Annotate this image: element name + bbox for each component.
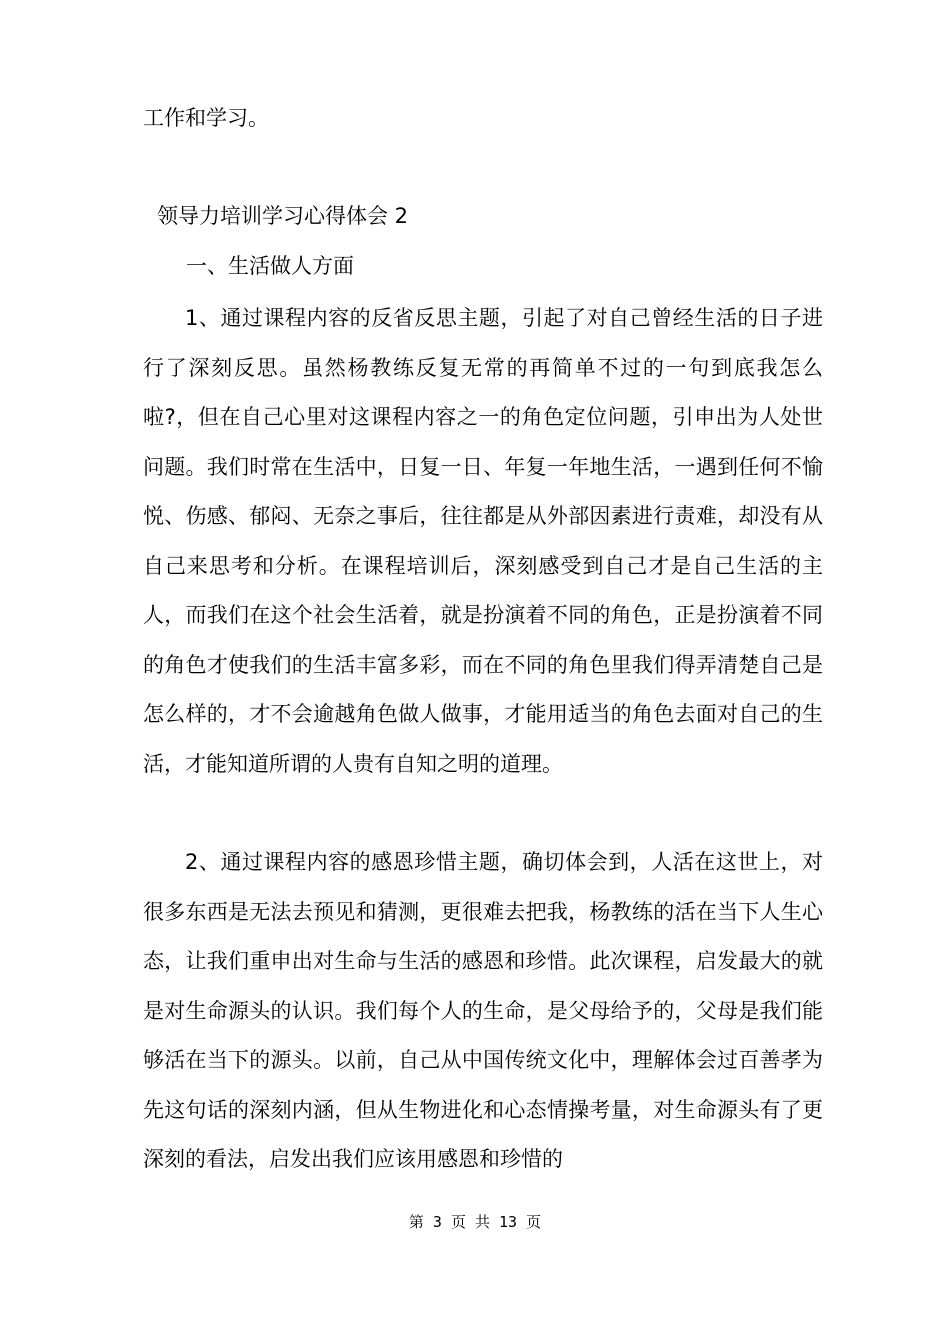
paragraph-2: 2、通过课程内容的感恩珍惜主题，确切体会到，人活在这世上，对很多东西是无法去预见和猜测，更很难去把我，杨教练的活在当下人生心态，让我们重申出对生命与生活的感恩和珍惜。此次课程，启发最大的就是对生命源头的认识。我们每个人的生命，是父母给予的，父母是我们能够活在当下的源头。以前，自己从中国传统文化中，理解体会过百善孝为先这句话的深刻内涵，但从生物进化和心态情操考量，对生命源头有了更深刻的看法，启发出我们应该用感恩和珍惜的 xyxy=(143,850,823,1171)
section-heading: 一、生活做人方面 xyxy=(186,254,354,278)
continued-text: 工作和学习。 xyxy=(143,106,269,130)
page-number-footer: 第 3 页 共 13 页 xyxy=(408,1213,542,1231)
document-title: 领导力培训学习心得体会 2 xyxy=(157,204,409,228)
paragraph-1: 1、通过课程内容的反省反思主题，引起了对自己曾经生活的日子进行了深刻反思。虽然杨教练反复无常的再简单不过的一句到底我怎么啦?，但在自己心里对这课程内容之一的角色定位问题，引申出为人处世问题。我们时常在生活中，日复一日、年复一年地生活，一遇到任何不愉悦、伤感、郁闷、无奈之事后，往往都是从外部因素进行责难，却没有从自己来思考和分析。在课程培训后，深刻感受到自己才是自己生活的主人，而我们在这个社会生活着，就是扮演着不同的角色，正是扮演着不同的角色才使我们的生活丰富多彩，而在不同的角色里我们得弄清楚自己是怎么样的，才不会逾越角色做人做事，才能用适当的角色去面对自己的生活，才能知道所谓的人贵有自知之明的道理。 xyxy=(143,306,823,776)
